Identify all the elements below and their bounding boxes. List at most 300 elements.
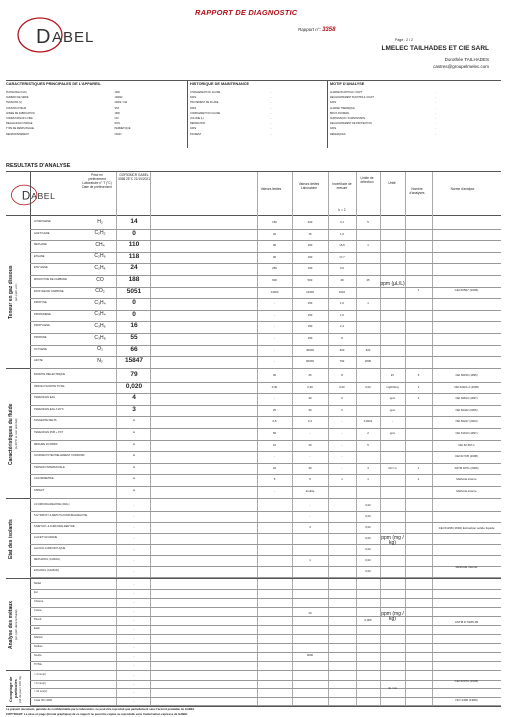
historique-title: HISTORIQUE DE MAINTENANCE — [190, 82, 249, 86]
historique-value: - — [270, 122, 272, 126]
fluide-row-rule — [30, 405, 501, 406]
gaz-inc: 16,5 — [339, 243, 345, 248]
info-top-rule — [6, 80, 501, 81]
gaz-inc: 17,7 — [339, 254, 345, 259]
fluide-name: TANGENTE DELTA — [34, 419, 57, 423]
fluide-norme: CEI 61619 (1997) — [455, 431, 478, 435]
fluide-row-rule — [30, 451, 501, 452]
fluide-name: TENEUR EN EAU — [34, 396, 56, 400]
gaz-lab: 150 — [307, 254, 313, 259]
metal-value: - — [133, 636, 135, 640]
gaz-lim: 150 — [272, 220, 277, 224]
isolants-norme-1: CEI 61198 (1993) Extraction solide liquide — [438, 526, 495, 530]
appareil-label: COMMUTATEUR A VIDE — [6, 117, 33, 121]
isolant-row-rule — [30, 533, 501, 534]
gaz-formula: O₂ — [97, 346, 103, 353]
isolant-row-rule — [30, 522, 501, 523]
historique-label: DATE — [190, 106, 197, 110]
metaux-unit: ppm (mg / kg) — [381, 611, 404, 622]
fluide-value: 0,020 — [125, 382, 143, 390]
gabel-logo-small — [8, 180, 60, 210]
gaz-value: 0 — [132, 229, 136, 237]
gaz-inc: 8 — [341, 336, 343, 340]
isolant-row-rule — [30, 555, 501, 556]
client-name: LMELEC TAILHADES ET CIE SARL — [381, 45, 489, 52]
fluide-unit: ppm — [389, 396, 396, 401]
particule-value: - — [133, 681, 135, 686]
fluide-lim: 5 — [273, 477, 276, 482]
isolant-name: METHANOL (CH3OH) — [34, 558, 60, 561]
gaz-value: 66 — [130, 345, 138, 353]
metal-value: - — [133, 609, 135, 613]
fluide-row-rule — [30, 486, 501, 487]
particule-row-rule — [30, 688, 501, 689]
metal-row-rule — [30, 652, 501, 653]
gaz-lim: 90 — [272, 254, 277, 259]
appareil-value: OUI — [114, 117, 119, 121]
gaz-name: ETHANE — [34, 254, 45, 258]
isolant-ld: 0,02 — [365, 547, 371, 551]
appareil-list — [6, 90, 181, 137]
isolant-name: 5-HYDROXY-2-METHYLFURFURALDEHYDE — [34, 514, 88, 517]
gaz-formula: C₃H₈ — [94, 334, 106, 341]
metaux-norme: ASTM D 5185-09 — [454, 620, 479, 624]
gaz-lim: - — [274, 336, 275, 340]
gaz-formula: C₂H₆ — [94, 253, 106, 260]
metal-row-rule — [30, 616, 501, 617]
gaz-formula: C₂H₄ — [94, 264, 106, 271]
fluide-lim: 25 — [272, 407, 277, 412]
particule-value: - — [133, 673, 135, 677]
historique-label: CHANGEMENT DU FLUIDE — [190, 91, 221, 94]
client-contact — [433, 56, 489, 70]
gaz-name: PROPANE — [34, 336, 47, 339]
col-unite-header: Unité — [388, 181, 396, 185]
motif-value: - — [435, 111, 437, 115]
col-incert-sub: k = 2 — [338, 208, 346, 212]
gaz-nb: 1 — [417, 288, 420, 292]
fluide-value: - — [132, 475, 136, 483]
gaz-value: 188 — [128, 276, 140, 283]
gaz-lim: 600 — [272, 278, 277, 282]
gaz-name: METHANE — [34, 243, 47, 247]
metal-name: Fer — [34, 591, 38, 594]
fluide-norme: CEI 60247 (2004) — [455, 419, 478, 424]
metal-value: - — [133, 618, 135, 622]
particule-value: - — [133, 698, 135, 703]
appareil-row — [6, 132, 181, 137]
metal-value: - — [133, 645, 135, 649]
fluide-name: TENEUR EN PCB + PCT — [34, 431, 64, 434]
fluide-lab: - — [309, 454, 311, 459]
historique-value: - — [270, 96, 272, 100]
historique-list — [190, 90, 320, 137]
svg-text:D: D — [21, 190, 31, 203]
historique-label: DATE — [190, 127, 197, 131]
fluide-lab: 5 — [309, 477, 311, 482]
gaz-name: ACETYLENE — [34, 231, 50, 235]
gaz-name: ETHYLENE — [34, 266, 48, 270]
fluide-unit: kV — [390, 373, 395, 377]
fluide-value: - — [132, 487, 136, 494]
gaz-formula: CO₂ — [95, 288, 105, 295]
metal-row-rule — [30, 625, 501, 626]
appareil-value: HERMETIQUE — [114, 127, 131, 131]
gaz-inc: 1,0 — [340, 301, 344, 306]
historique-value: - — [270, 132, 272, 136]
fluide-lim: 10 — [272, 442, 277, 447]
motif-title: MOTIF D'ANALYSE — [330, 82, 365, 86]
isolant-ld: 0,02 — [365, 503, 371, 507]
col-incert-header: Incertitude de mesure — [332, 182, 352, 190]
motif-row — [330, 132, 500, 137]
gaz-norme: CEI 60567 (2005) — [454, 288, 479, 292]
svg-text:ABEL: ABEL — [52, 29, 95, 46]
isolant-value: - — [133, 536, 135, 540]
historique-label: REPARATION — [190, 122, 206, 126]
gaz-value: 15847 — [124, 357, 144, 365]
gaz-ld: 1 — [367, 301, 369, 306]
gaz-formula: H₂ — [97, 218, 103, 225]
gaz-value: 24 — [130, 264, 138, 272]
appareil-value: NON — [114, 122, 120, 126]
report-number: Rapport n°: 3358 — [298, 27, 336, 33]
historique-value: - — [270, 127, 272, 131]
metal-name: TOTAL — [34, 663, 43, 666]
gaz-formula: CH₄ — [95, 241, 105, 248]
gaz-unit: ppm (µL/L) — [380, 281, 405, 287]
historique-value: - — [270, 91, 272, 94]
fluide-unit: ppm — [389, 431, 396, 435]
gaz-name: OXYGENE — [34, 347, 47, 351]
fluide-unit: mN / m — [387, 465, 397, 470]
metal-name: Sodium — [34, 645, 43, 648]
gaz-value: 16 — [130, 322, 138, 330]
gaz-inc: 792 — [339, 359, 345, 364]
metal-row-rule — [30, 661, 501, 662]
appareil-label: REFROIDISSEMENT — [6, 132, 29, 136]
gaz-formula: CO — [96, 276, 104, 283]
particule-name: > 6 mm(c) — [34, 681, 46, 685]
section-particules: Comptage de particules (nb de part / 100 ml) — [8, 675, 22, 703]
fluide-name: TENSION INTERFACIALE — [34, 465, 65, 469]
appareil-value: 139822 — [114, 96, 123, 100]
gaz-lim: - — [274, 324, 275, 329]
historique-value: - — [270, 111, 272, 115]
historique-label: TRAITEMENT DE FLUIDE — [190, 101, 219, 105]
fluide-name: TENEUR EN EAU A 20°C — [34, 407, 64, 411]
gaz-name: PROPADIENE — [34, 312, 51, 316]
fluide-lim: 0,30 — [271, 384, 278, 389]
fluide-ld: 0,0001 — [363, 419, 373, 424]
fluide-lab: trouble — [305, 489, 315, 493]
gaz-lab: 30000 — [306, 347, 314, 352]
gaz-inc: 3,1 — [340, 220, 344, 224]
fluide-lim: - — [274, 454, 275, 459]
fluide-norme: CEI 62 535 (2008) — [455, 454, 478, 459]
isolants-unit: ppm (mg / kg) — [381, 535, 404, 546]
isolant-value: - — [133, 547, 135, 551]
appareil-value: 20000 / 410 — [114, 101, 128, 105]
gaz-lab: 150 — [307, 266, 313, 271]
particules-norme-2: ISO 4406 (1999) — [455, 698, 478, 702]
fluide-inc: - — [341, 419, 343, 424]
gaz-lim: - — [274, 301, 275, 306]
isolant-ld: 0,02 — [365, 569, 371, 573]
fluide-nb: 2 — [417, 384, 420, 389]
motif-value: - — [435, 122, 437, 126]
fluide-nb: 2 — [417, 396, 420, 401]
gaz-lim: - — [274, 347, 275, 352]
gaz-ld: 1 — [367, 243, 369, 248]
metal-value: - — [133, 654, 135, 658]
appareil-label: TENSIONS (V) — [6, 101, 23, 105]
isolant-lim: 3 — [309, 525, 311, 529]
isolant-row-rule — [30, 577, 501, 578]
fluide-value: 4 — [132, 394, 136, 402]
metaux-lim-2: 3000 — [306, 653, 314, 657]
gaz-ld: 300 — [365, 347, 371, 352]
motif-value: - — [435, 91, 437, 94]
appareil-label: PUISSANCE (KVA) — [6, 91, 27, 94]
gaz-ld: 5 — [367, 220, 369, 224]
gaz-inc: 300 — [339, 347, 345, 352]
metal-row-rule — [30, 607, 501, 608]
gaz-ld: 2000 — [364, 359, 372, 364]
gaz-lim: 14000 — [270, 289, 279, 294]
fluide-row-rule — [30, 440, 501, 441]
fluide-norme: Méthode interne — [456, 477, 477, 482]
fluide-ld: 1 — [367, 477, 369, 482]
gaz-lab: 200 — [307, 220, 313, 224]
isolant-ld: 0,02 — [365, 525, 371, 529]
fluide-name: COLORIMETRIE — [34, 477, 54, 481]
report-title: RAPPORT DE DIAGNOSTIC — [195, 8, 298, 17]
gaz-name: PROPYNE — [34, 301, 47, 305]
col-ld-header: Limite de détection — [360, 176, 374, 184]
gaz-lab: 150 — [307, 243, 313, 248]
page-number: Page : 2 / 2 — [395, 38, 413, 42]
gaz-lim: 90 — [272, 243, 277, 248]
motif-value: - — [435, 96, 437, 100]
gaz-value: 0 — [132, 310, 136, 318]
fluide-lab: - — [309, 431, 311, 435]
fluide-lab: 30 — [308, 407, 312, 412]
historique-row — [190, 132, 320, 137]
metal-name: Silicium — [34, 636, 43, 639]
gaz-inc: 1,0 — [340, 312, 344, 317]
fluide-row-rule — [30, 382, 501, 383]
isolant-name: 2-FURFURALDEHYDE (2FAL) — [34, 503, 70, 506]
metal-name: Soufre — [34, 654, 42, 657]
fluide-inc: - — [341, 431, 343, 435]
isolant-lim: - — [309, 514, 311, 518]
fluide-lab: 30 — [308, 396, 312, 401]
fluide-norme: Méthode interne — [456, 489, 477, 493]
gaz-inc: 3,6 — [340, 266, 344, 271]
motif-list — [330, 90, 500, 137]
appareil-label: CONSTRUCTEUR — [6, 106, 27, 110]
fluide-lab: 40 — [308, 442, 312, 447]
fluide-lab: 0,30 — [307, 384, 313, 389]
isolant-lim: 1 — [309, 558, 311, 562]
gaz-name: AZOTE — [34, 359, 43, 363]
fluide-row-rule — [30, 416, 501, 417]
isolant-value: - — [133, 503, 135, 507]
gaz-lab: 60000 — [306, 359, 314, 364]
fluide-ld: 5 — [367, 442, 369, 447]
gaz-inc: 1010 — [338, 289, 346, 294]
motif-value: - — [435, 101, 437, 105]
isolant-ld: 0,02 — [365, 514, 371, 518]
fluide-ld: 0,02 — [365, 384, 371, 389]
metal-name: Etain — [34, 627, 40, 630]
svg-text:D: D — [36, 26, 51, 48]
gaz-row-rule — [30, 368, 501, 369]
motif-label: DATE — [330, 101, 337, 105]
fluide-value: 79 — [130, 371, 138, 378]
appareil-label: ANNEE DE FABRICATION — [6, 111, 35, 115]
footer-line-2: COPYRIGHT: La mise en page (format graphique) de ce rapport ne peut être copiée ou reproduite sans l'autorisation expresse de GABEL — [6, 712, 188, 716]
gaz-name: DIOXYDE DE CARBONE — [34, 289, 64, 293]
gaz-inc: 1,0 — [340, 231, 344, 236]
gaz-inc: 28 — [340, 278, 344, 282]
isolant-name: ETHANOL (C2H5OH) — [34, 569, 60, 572]
col-nb-header: Nombre d'analyses — [409, 187, 425, 195]
gaz-formula: N₂ — [97, 357, 103, 364]
fluide-nb: 1 — [417, 477, 420, 482]
appareil-label: REGLEUR EN CHARGE — [6, 122, 33, 126]
footer-line-1: Le présent document, garantie de confidentialité par le laboratoire, ne peut être reproduit que partiellement sans l'accord préalable de GABEL — [6, 707, 195, 711]
gaz-inc: 2,4 — [340, 324, 344, 329]
metal-value: - — [133, 582, 135, 586]
gaz-lab: 15 — [308, 231, 312, 236]
fluide-value: 3 — [132, 405, 136, 413]
fluide-norme: CEI 62 697-1 — [458, 442, 475, 447]
gaz-formula: C₃H₆ — [94, 322, 106, 329]
section-isolants: Etat des isolants — [8, 519, 14, 559]
fluide-inc: - — [341, 454, 343, 459]
fluide-nb: 1 — [417, 465, 420, 470]
gaz-lab: 12000 — [306, 289, 314, 294]
fluide-inc: 0 — [341, 407, 343, 412]
fluide-row-rule — [30, 393, 501, 394]
fluide-value: - — [132, 463, 136, 471]
metal-row-rule — [30, 670, 501, 671]
info-divider-1 — [187, 80, 188, 148]
isolant-value: - — [133, 525, 135, 529]
appareil-value: ONAN — [114, 132, 122, 136]
appareil-value: SNT — [114, 106, 120, 110]
particules-unit: nb / mL — [387, 686, 398, 690]
fluide-inc: 0,02 — [339, 384, 345, 389]
isolant-row-rule — [30, 544, 501, 545]
isolant-lim: - — [309, 503, 311, 507]
appareil-label: NUMERO DE SERIE — [6, 96, 29, 100]
gaz-lim: 20 — [272, 231, 277, 236]
gaz-value: 0 — [132, 299, 136, 307]
fluide-row-rule — [30, 463, 501, 464]
gabel-logo — [12, 14, 102, 56]
motif-value: - — [435, 127, 437, 131]
fluide-name: SOUFRE POTENTIELLEMENT CORROSIF — [34, 454, 85, 458]
col-typiques-header: Valeurs limites Laboratoire — [298, 182, 320, 190]
particule-value: - — [133, 690, 135, 695]
metal-name: Nickel — [34, 582, 42, 585]
motif-label: DATE — [330, 127, 337, 131]
fluide-row-rule — [30, 498, 501, 499]
motif-label: BRUIT ANORMAL — [330, 111, 350, 115]
fluide-inc: - — [341, 465, 343, 470]
fluide-lab: 30 — [308, 465, 312, 470]
fluide-name: INDICE D'ACIDITE TOTAL — [34, 384, 65, 388]
metal-row-rule — [30, 643, 501, 644]
motif-label: DECLENCHEMENT DE PROTECTION — [330, 122, 372, 126]
particules-norme-1: CEI 60970 (2008) — [454, 679, 479, 683]
fluide-lim: - — [274, 489, 275, 493]
svg-text:ABEL: ABEL — [31, 191, 56, 202]
gaz-value: 55 — [130, 334, 138, 341]
gaz-lab: 500 — [307, 278, 313, 282]
col-prev-header: Prise en prélèvement Laboratoire n° T (°C) Date de prélèvement — [82, 173, 112, 189]
section-rule-3 — [6, 578, 501, 579]
gaz-lim: - — [274, 312, 275, 317]
header-bottom-rule — [6, 215, 501, 216]
motif-label: DECLENCHEMENT BUCHHOLZ / DGPT — [330, 96, 374, 100]
fluide-norme: CEI 60422 (2005) — [455, 407, 478, 412]
fluide-lim: - — [274, 396, 275, 401]
motif-value: - — [435, 132, 437, 136]
fluide-norme: CEI 62021-2 (2008) — [454, 384, 479, 389]
appareil-title: CARACTERISTIQUES PRINCIPALES DE L'APPAREIL — [6, 82, 101, 86]
isolant-ld: 0,02 — [365, 536, 371, 540]
metal-value: - — [133, 663, 135, 667]
historique-value: - — [270, 117, 272, 121]
fluide-inc: 0 — [341, 396, 343, 401]
gaz-name: PROPYLENE — [34, 324, 50, 328]
section-gaz: Teneur en gaz dissous (en ppm vol.) — [8, 265, 18, 319]
fluide-lim: 22 — [272, 465, 277, 470]
col-limites-header: Valeurs limites — [260, 187, 282, 191]
isolant-row-rule — [30, 566, 501, 567]
metaux-lim: 10 — [308, 611, 312, 615]
gaz-lab: 150 — [307, 301, 313, 306]
fluide-inc: 8 — [341, 373, 343, 377]
fluide-value: - — [132, 440, 136, 448]
gaz-value: 118 — [128, 252, 140, 260]
fluide-name: ASPECT — [34, 489, 45, 492]
metal-row-rule — [30, 589, 501, 590]
fluide-row-rule — [30, 428, 501, 429]
historique-value: - — [270, 106, 272, 110]
resultats-title: RESULTATS D'ANALYSE — [6, 163, 71, 169]
fluide-lab: 0,4 — [308, 419, 312, 424]
appareil-label: TYPE DE REMPLISSAGE — [6, 127, 35, 131]
particule-name: > 14 mm(c) — [34, 690, 48, 694]
metal-name: Plomb — [34, 618, 42, 621]
metal-row-rule — [30, 634, 501, 635]
isolant-value: - — [133, 558, 135, 562]
info-divider-2 — [327, 80, 328, 148]
metal-name: Cuivre — [34, 609, 42, 612]
fluide-value: - — [132, 429, 136, 436]
col-norme-header: Norme d'analyse — [450, 187, 475, 191]
gaz-lim: - — [274, 359, 275, 364]
table-top-rule — [6, 171, 501, 172]
fluide-inc: 1 — [341, 477, 343, 482]
gaz-formula: C₃H₄ — [94, 299, 106, 306]
contact-name: Dorothée TAILHADES — [444, 57, 489, 62]
